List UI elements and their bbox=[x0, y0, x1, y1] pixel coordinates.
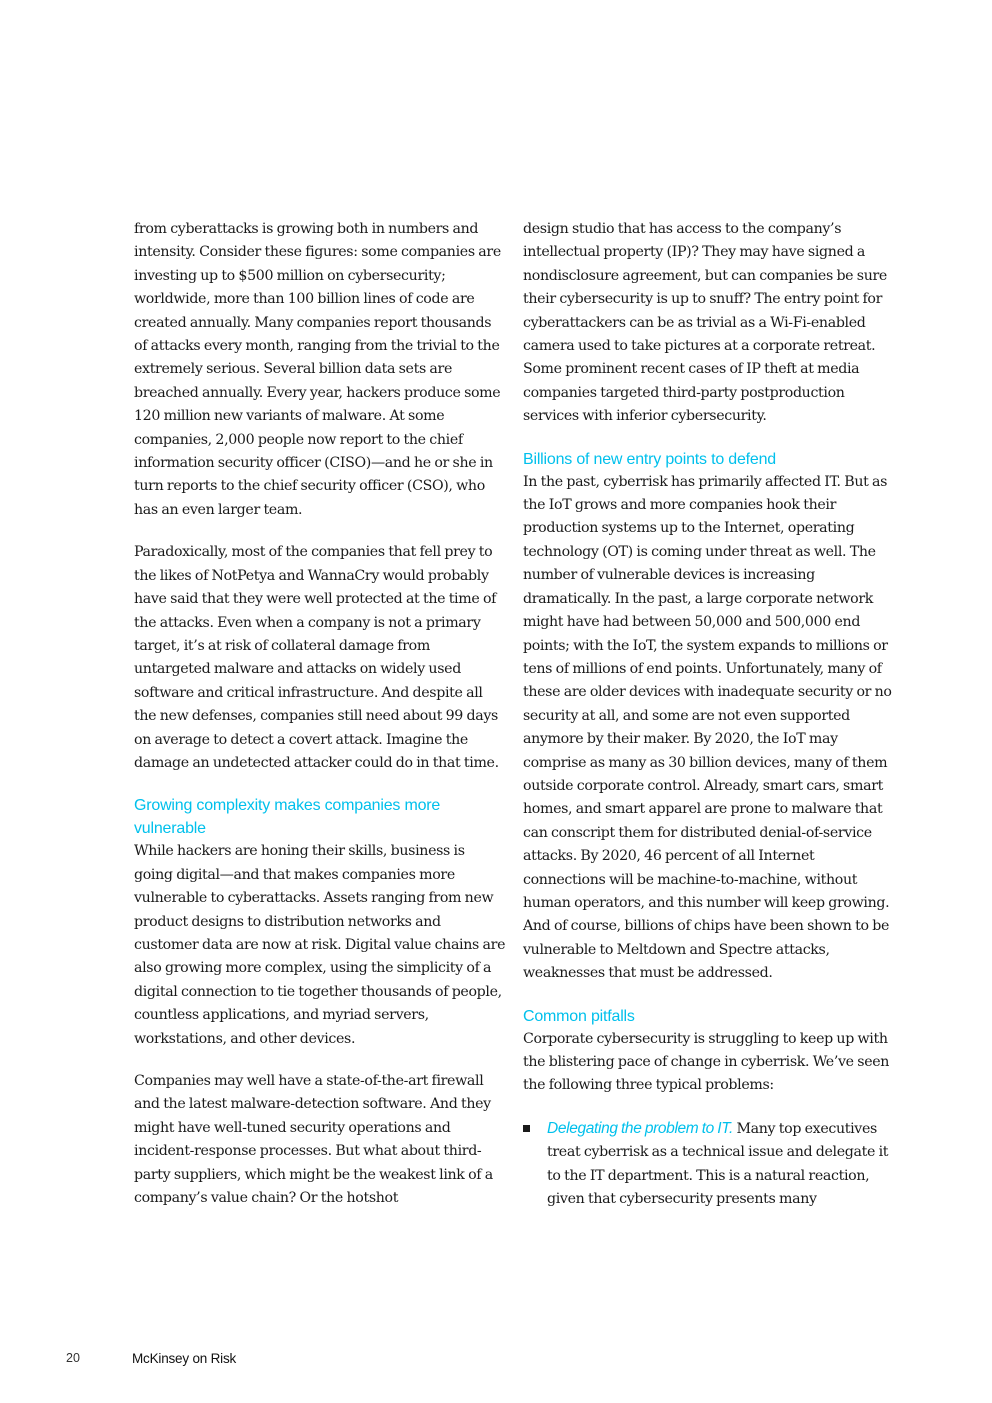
bullet-text bbox=[547, 1117, 895, 1212]
paragraph: Paradoxically, most of the companies that fell prey to the likes of NotPetya and WannaCry would probably have said that they were well protected at the time of the attacks. Even when a company is not a primary target, it’s at risk of collateral damage from untargeted malware and attacks on widely used software and critical infrastructure. And despite all the new defenses, companies still need about 99 days on average to detect a covert attack. Imagine the damage an undetected attacker could do in that time. bbox=[134, 544, 499, 771]
paragraph: Corporate cybersecurity is struggling to keep up with the blistering pace of change in cyberrisk. We’ve seen the following three typical problems: bbox=[523, 1030, 890, 1094]
paragraph: design studio that has access to the company’s intellectual property (IP)? They may have signed a nondisclosure agreement, but can companies be sure their cybersecurity is up to snuff? The entry point for cyberattackers can be as trivial as a Wi-Fi-enabled camera used to take pictures at a corporate retreat. Some prominent recent cases of IP theft at media companies targeted third-party postproduction services with inferior cybersecurity. bbox=[523, 221, 887, 425]
bullet-lead: Delegating the problem to IT. bbox=[547, 1119, 733, 1137]
left-column bbox=[134, 218, 506, 1229]
paragraph: While hackers are honing their skills, business is going digital—and that makes companies more vulnerable to cyberattacks. Assets ranging from new product designs to distribution networks and customer data are now at risk. Digital value chains are also growing more complex, using the simplicity of a digital connection to tie together thousands of people, countless applications, and myriad servers, workstations, and other devices. bbox=[134, 843, 506, 1047]
paragraph: Companies may well have a state-of-the-art firewall and the latest malware-detection software. And they might have well-tuned security operations and incident-response processes. But what about third-party suppliers, which might be the weakest link of a company’s value chain? Or the hotshot bbox=[134, 1073, 493, 1207]
section-heading: Common pitfalls bbox=[523, 1007, 635, 1025]
bullet-body: Many top executives treat cyberrisk as a technical issue and delegate it to the IT department. This is a natural reaction, given that cybersecurity presents many bbox=[547, 1120, 889, 1208]
section-heading: Growing complexity makes companies more vulnerable bbox=[134, 797, 441, 838]
section-heading: Billions of new entry points to defend bbox=[523, 450, 777, 468]
right-column bbox=[523, 218, 895, 1211]
publication-title: McKinsey on Risk bbox=[132, 1351, 237, 1366]
paragraph: from cyberattacks is growing both in numbers and intensity. Consider these figures: some companies are investing up to $500 million on cybersecurity; worldwide, more than 100 billion lines of code are created annually. Many companies report thousands of attacks every month, ranging from the trivial to the extremely serious. Several billion data sets are breached annually. Every year, hackers produce some 120 million new variants of malware. At some companies, 2,000 people now report to the chief information security officer (CISO)—and he or she in turn reports to the chief security officer (CSO), who has an even larger team. bbox=[134, 221, 501, 518]
square-bullet-icon bbox=[523, 1117, 547, 1212]
bullet-list-item bbox=[523, 1117, 895, 1212]
page-number: 20 bbox=[66, 1351, 80, 1365]
paragraph: In the past, cyberrisk has primarily affected IT. But as the IoT grows and more companies hook their production systems up to the Internet, operating technology (OT) is coming under threat as well. The number of vulnerable devices is increasing dramatically. In the past, a large corporate network might have had between 50,000 and 500,000 end points; with the IoT, the system expands to millions or tens of millions of end points. Unfortunately, many of these are older devices with inadequate security or no security at all, and some are not even supported anymore by their maker. By 2020, the IoT may comprise as many as 30 billion devices, many of them outside corporate control. Already, smart cars, smart homes, and smart apparel are prone to malware that can conscript them for distributed denial-of-service attacks. By 2020, 46 percent of all Internet connections will be machine-to-machine, without human operators, and this number will keep growing. And of course, billions of chips have been shown to be vulnerable to Meltdown and Spectre attacks, weaknesses that must be addressed. bbox=[523, 473, 892, 982]
